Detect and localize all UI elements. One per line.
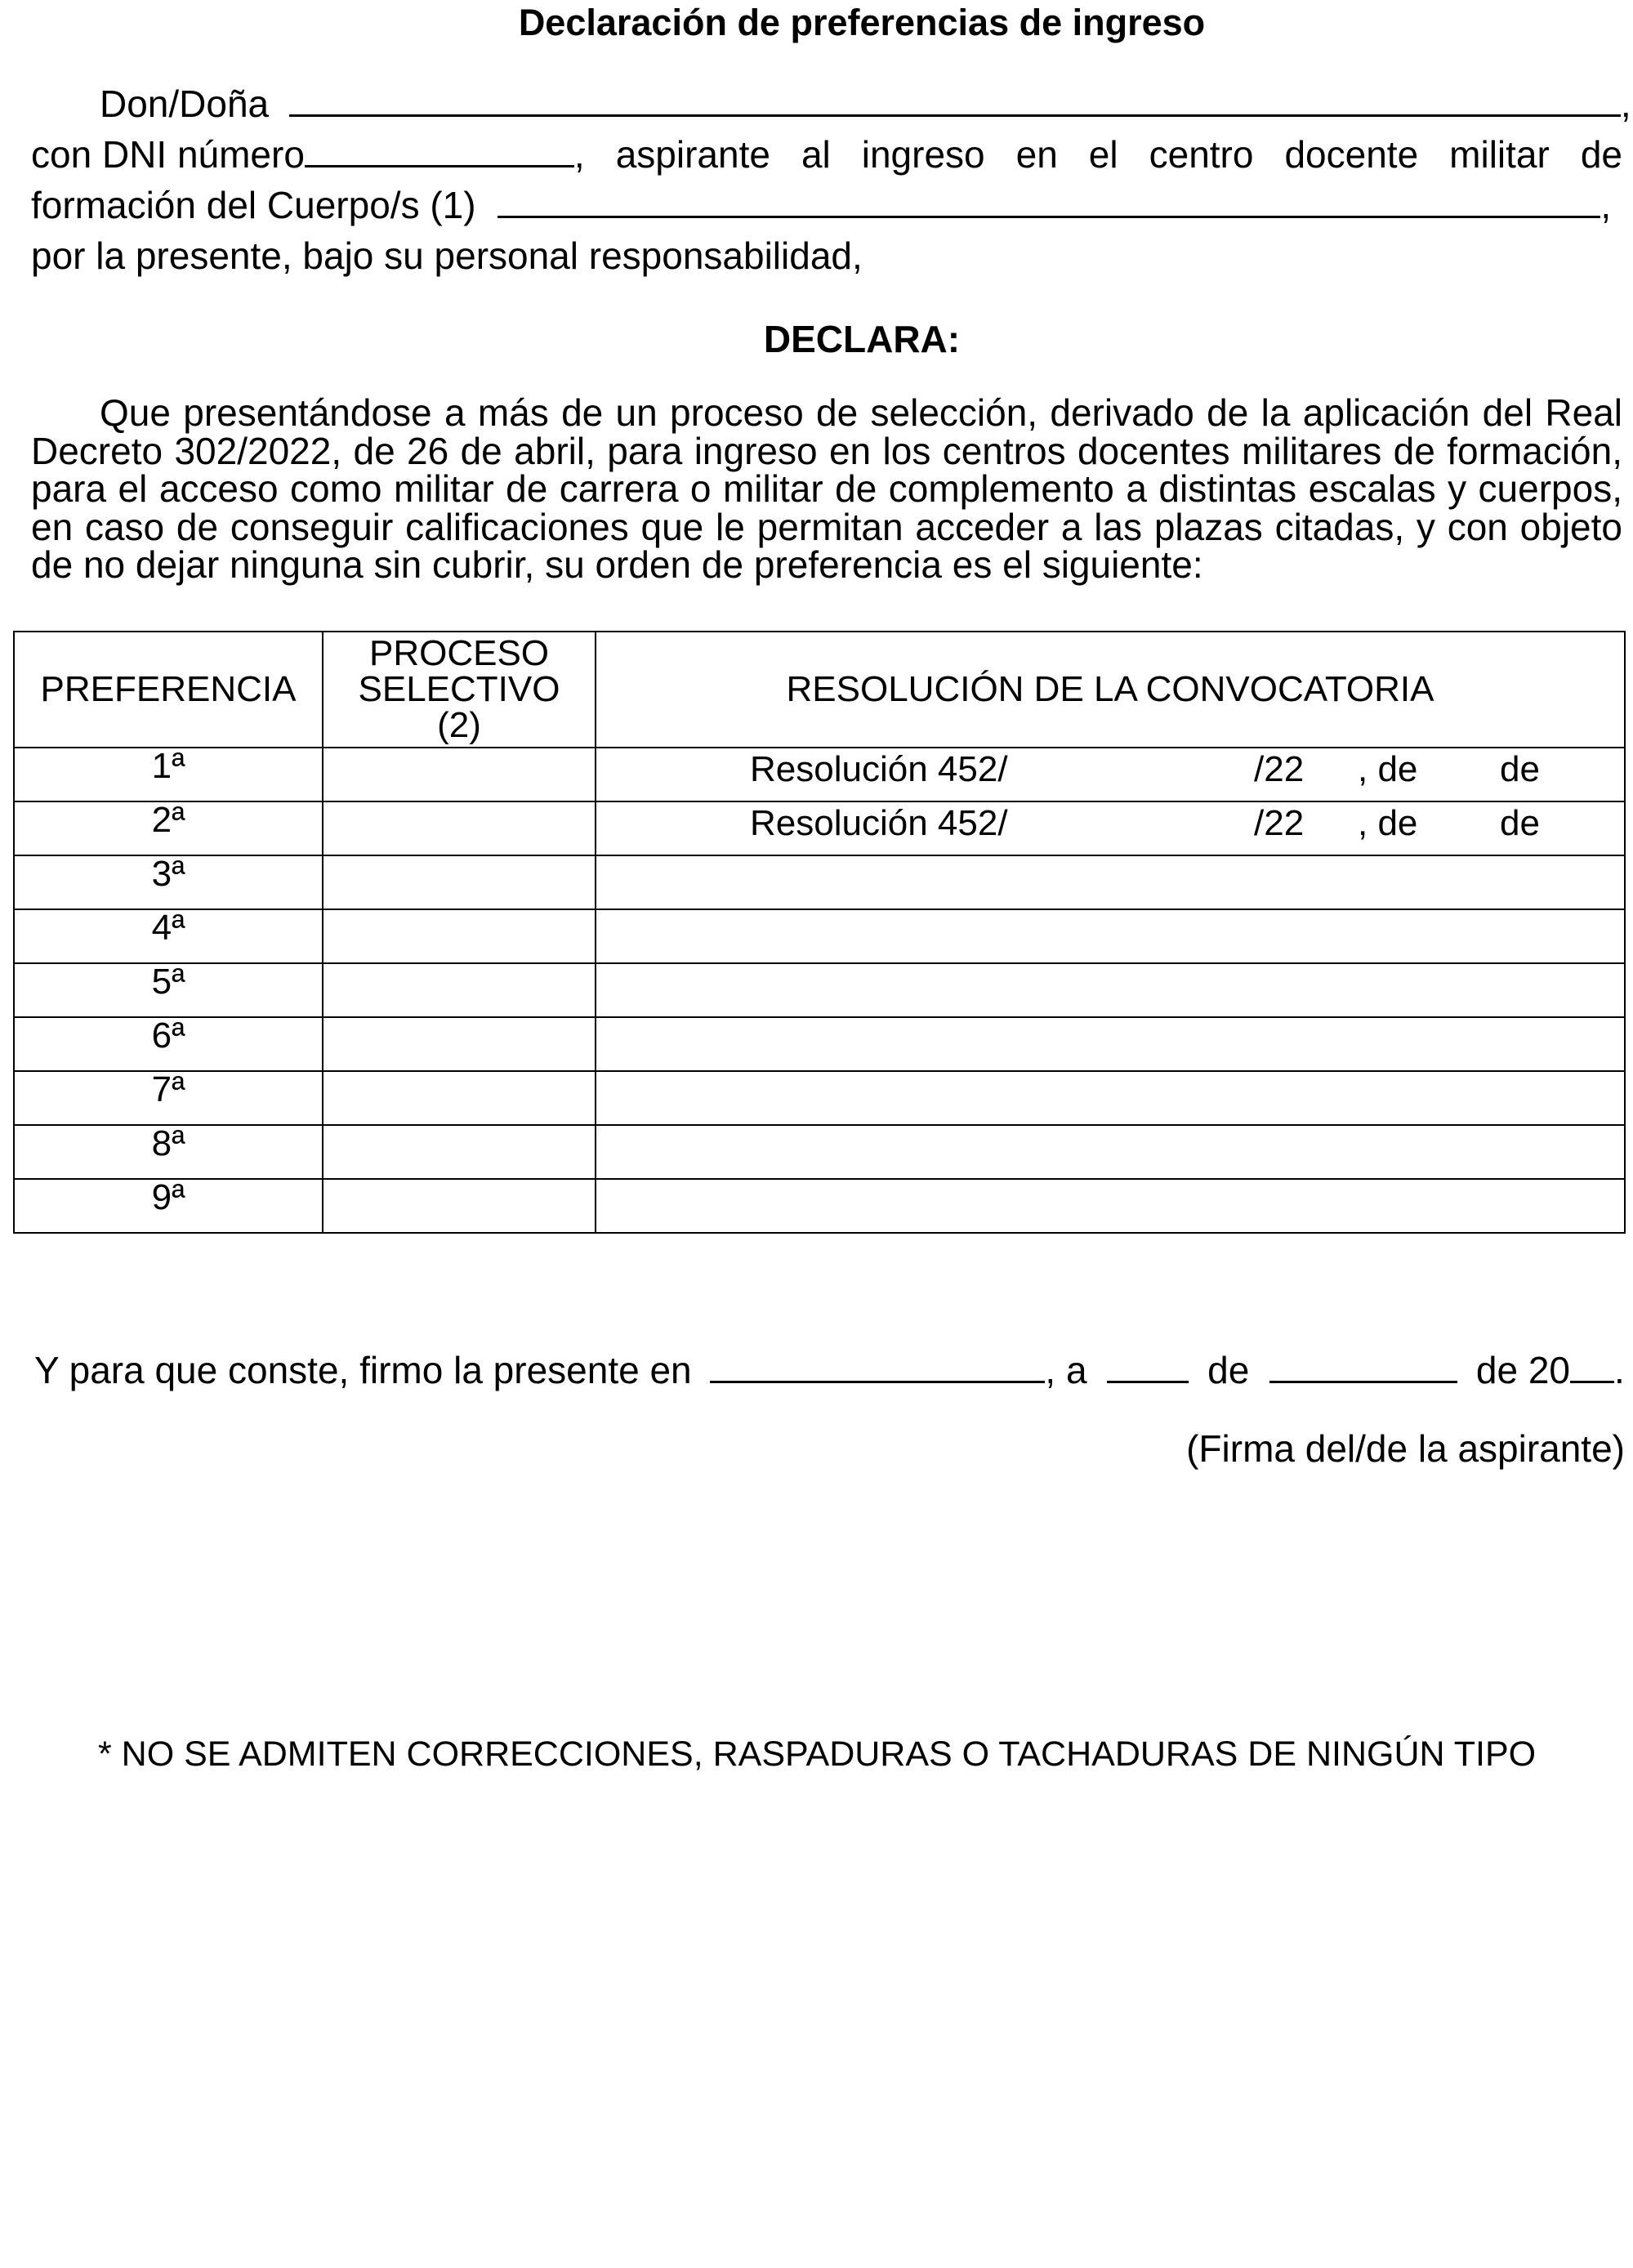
pref-cell: 8ª xyxy=(14,1125,323,1179)
page-title: Declaración de preferencias de ingreso xyxy=(518,2,1206,43)
corrections-note: * NO SE ADMITEN CORRECCIONES, RASPADURAS O TACHADURAS DE NINGÚN TIPO xyxy=(98,1734,1537,1774)
resolucion-cell[interactable] xyxy=(596,1179,1625,1233)
proceso-cell[interactable] xyxy=(323,1017,596,1071)
resolucion-cell[interactable] xyxy=(596,1017,1625,1071)
cuerpo-comma: , xyxy=(1600,184,1612,226)
resolucion-cell[interactable] xyxy=(596,963,1625,1017)
signature-label: (Firma del/de la aspirante) xyxy=(1186,1427,1625,1470)
name-blank-field[interactable] xyxy=(289,82,1621,117)
table-row xyxy=(14,748,1625,801)
resolucion-cell[interactable] xyxy=(596,801,1625,855)
header-preferencia: PREFERENCIA xyxy=(14,632,323,748)
header-proceso-line3: (2) xyxy=(437,705,481,745)
preference-paragraph: Que presentándose a más de un proceso de selección, derivado de la aplicación del Real Decreto 302/2022, de 26 de abril, para ingreso en los centros docentes militares de formación, para el acceso como militar de carrera o militar de complemento a distintas escalas y cuerpos, en caso de conseguir calificaciones que le permitan acceder a las plazas citadas, y con objeto de no dejar ninguna sin cubrir, su orden de preferencia es el siguiente: xyxy=(31,391,1622,586)
proceso-cell[interactable] xyxy=(323,1071,596,1125)
table-row xyxy=(14,1179,1625,1233)
responsabilidad-line: por la presente, bajo su personal responsabilidad, xyxy=(31,234,863,277)
pref-cell: 6ª xyxy=(14,1017,323,1071)
proceso-cell[interactable] xyxy=(323,855,596,909)
pref-cell: 2ª xyxy=(14,801,323,855)
cuerpo-blank-field[interactable] xyxy=(497,183,1600,218)
day-blank-field[interactable] xyxy=(1107,1348,1189,1383)
closing-text-3: de xyxy=(1207,1349,1250,1391)
table-header-row xyxy=(14,632,1625,748)
proceso-cell[interactable] xyxy=(323,801,596,855)
don-dona-label: Don/Doña xyxy=(100,83,270,125)
table-row xyxy=(14,1071,1625,1125)
proceso-cell[interactable] xyxy=(323,1125,596,1179)
res-text: Resolución 452/ xyxy=(750,803,1008,843)
header-resolucion: RESOLUCIÓN DE LA CONVOCATORIA xyxy=(596,632,1625,748)
pref-cell: 9ª xyxy=(14,1179,323,1233)
dni-line xyxy=(31,132,1622,176)
pref-cell: 4ª xyxy=(14,909,323,963)
table-row xyxy=(14,1125,1625,1179)
resolucion-cell[interactable] xyxy=(596,1125,1625,1179)
closing-text-1: Y para que conste, firmo la presente en xyxy=(34,1349,692,1391)
dni-blank-field[interactable] xyxy=(305,132,574,167)
dni-label: con DNI número xyxy=(31,133,305,176)
proceso-cell[interactable] xyxy=(323,909,596,963)
closing-text-5: . xyxy=(1614,1349,1625,1391)
year-blank-field[interactable] xyxy=(1570,1348,1614,1383)
closing-text-4: de 20 xyxy=(1475,1349,1570,1391)
resolucion-cell[interactable] xyxy=(596,748,1625,801)
pref-cell: 3ª xyxy=(14,855,323,909)
res-year: /22 xyxy=(1254,749,1305,789)
cuerpo-line xyxy=(31,183,1622,227)
proceso-cell[interactable] xyxy=(323,1179,596,1233)
cuerpo-label: formación del Cuerpo/s (1) xyxy=(31,184,476,226)
pref-cell: 5ª xyxy=(14,963,323,1017)
don-dona-line xyxy=(31,82,1631,126)
table-row xyxy=(14,909,1625,963)
pref-cell: 1ª xyxy=(14,748,323,801)
table-row xyxy=(14,963,1625,1017)
proceso-cell[interactable] xyxy=(323,963,596,1017)
preferences-table xyxy=(13,631,1626,1234)
res-de-2: de xyxy=(1500,749,1540,789)
closing-line xyxy=(34,1348,1627,1392)
header-proceso-line2: SELECTIVO xyxy=(358,669,560,709)
resolucion-cell[interactable] xyxy=(596,1071,1625,1125)
table-row xyxy=(14,1017,1625,1071)
declara-heading: DECLARA: xyxy=(763,318,961,360)
res-year: /22 xyxy=(1254,803,1305,843)
table-row xyxy=(14,801,1625,855)
name-comma: , xyxy=(1620,83,1631,125)
res-text: Resolución 452/ xyxy=(750,749,1008,789)
table-row xyxy=(14,855,1625,909)
res-de-1: , de xyxy=(1358,803,1418,843)
dni-suffix-text: , aspirante al ingreso en el centro docente militar de xyxy=(573,133,1622,176)
closing-text-2: , a xyxy=(1045,1349,1087,1391)
place-blank-field[interactable] xyxy=(710,1348,1045,1383)
month-blank-field[interactable] xyxy=(1269,1348,1457,1383)
resolucion-cell[interactable] xyxy=(596,909,1625,963)
header-proceso-line1: PROCESO xyxy=(368,633,550,673)
resolucion-cell[interactable] xyxy=(596,855,1625,909)
pref-cell: 7ª xyxy=(14,1071,323,1125)
proceso-cell[interactable] xyxy=(323,748,596,801)
header-proceso-selectivo xyxy=(323,632,596,748)
res-de-2: de xyxy=(1500,803,1540,843)
res-de-1: , de xyxy=(1358,749,1418,789)
